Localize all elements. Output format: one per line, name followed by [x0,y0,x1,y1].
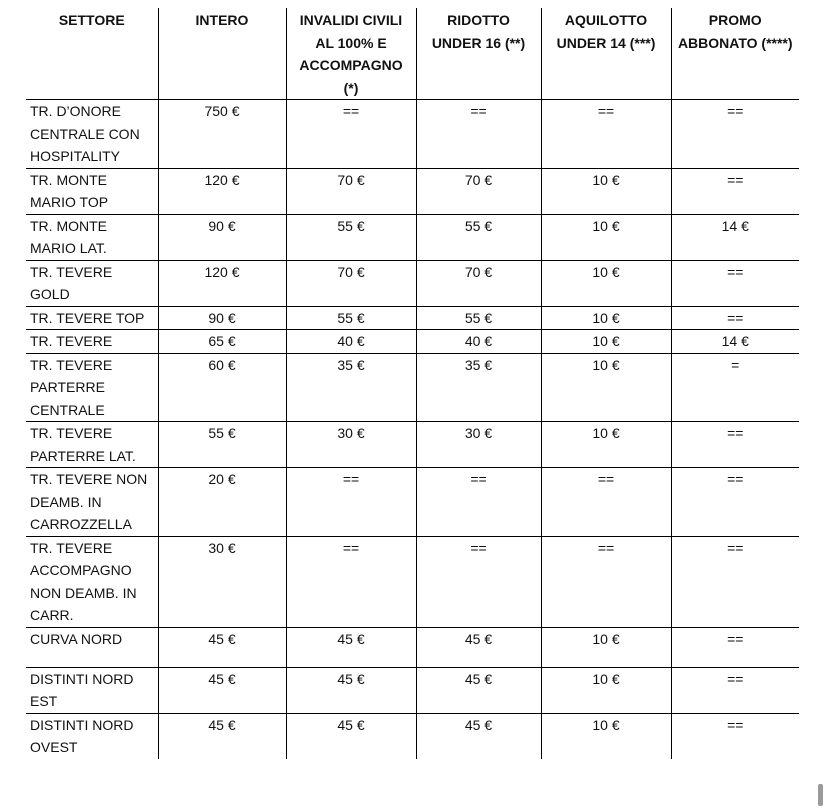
price-intero: 90 € [158,214,286,260]
price-ridotto: 30 € [416,422,541,468]
price-aquilotto: == [541,468,671,537]
price-promo: == [671,536,799,627]
price-promo: == [671,260,799,306]
price-aquilotto: 10 € [541,667,671,713]
price-intero: 30 € [158,536,286,627]
price-aquilotto: == [541,100,671,169]
sector-cell: DISTINTI NORD EST [26,667,158,713]
price-ridotto: 45 € [416,667,541,713]
price-aquilotto: 10 € [541,713,671,759]
price-promo: == [671,422,799,468]
header-promo: PROMO ABBONATO (****) [671,8,799,100]
price-intero: 45 € [158,713,286,759]
table-row [26,353,799,422]
price-intero: 45 € [158,667,286,713]
table-row [26,627,799,667]
header-ridotto: RIDOTTO UNDER 16 (**) [416,8,541,100]
price-ridotto: == [416,100,541,169]
sector-cell: TR. D’ONORE CENTRALE CON HOSPITALITY [26,100,158,169]
sector-cell: TR. TEVERE ACCOMPAGNO NON DEAMB. IN CARR. [26,536,158,627]
price-intero: 55 € [158,422,286,468]
price-aquilotto: 10 € [541,353,671,422]
table-row [26,100,799,169]
price-table [26,8,799,759]
price-ridotto: 45 € [416,713,541,759]
header-aquilotto: AQUILOTTO UNDER 14 (***) [541,8,671,100]
table-row [26,422,799,468]
price-invalidi: 45 € [286,667,416,713]
price-ridotto: 55 € [416,214,541,260]
price-promo: == [671,667,799,713]
price-ridotto: 35 € [416,353,541,422]
price-promo: == [671,627,799,667]
price-intero: 750 € [158,100,286,169]
price-invalidi: 55 € [286,306,416,330]
price-promo: == [671,713,799,759]
price-invalidi: 30 € [286,422,416,468]
price-invalidi: 40 € [286,330,416,354]
price-aquilotto: 10 € [541,306,671,330]
sector-cell: TR. TEVERE NON DEAMB. IN CARROZZELLA [26,468,158,537]
price-invalidi: 45 € [286,627,416,667]
table-row [26,667,799,713]
price-invalidi: 35 € [286,353,416,422]
price-intero: 20 € [158,468,286,537]
price-ridotto: 70 € [416,168,541,214]
price-invalidi: == [286,100,416,169]
price-intero: 65 € [158,330,286,354]
price-intero: 45 € [158,627,286,667]
table-row [26,330,799,354]
price-invalidi: 55 € [286,214,416,260]
price-aquilotto: 10 € [541,260,671,306]
table-row [26,168,799,214]
price-promo: == [671,100,799,169]
price-promo: = [671,353,799,422]
price-ridotto: 45 € [416,627,541,667]
price-invalidi: 45 € [286,713,416,759]
price-ridotto: 55 € [416,306,541,330]
price-ridotto: == [416,468,541,537]
table-row [26,536,799,627]
sector-cell: TR. TEVERE PARTERRE LAT. [26,422,158,468]
price-intero: 120 € [158,260,286,306]
price-invalidi: == [286,536,416,627]
table-row [26,214,799,260]
table-row [26,713,799,759]
table-row [26,260,799,306]
scrollbar-thumb[interactable] [818,784,823,806]
price-intero: 120 € [158,168,286,214]
price-aquilotto: 10 € [541,330,671,354]
header-invalidi: INVALIDI CIVILI AL 100% E ACCOMPAGNO (*) [286,8,416,100]
header-intero: INTERO [158,8,286,100]
table-row [26,468,799,537]
price-invalidi: 70 € [286,260,416,306]
sector-cell: DISTINTI NORD OVEST [30,716,134,755]
sector-cell: TR. TEVERE TOP [26,306,158,330]
sector-cell: TR. TEVERE [26,330,158,354]
header-settore: SETTORE [26,8,158,100]
price-aquilotto: 10 € [541,422,671,468]
price-promo: 14 € [671,214,799,260]
price-aquilotto: == [541,536,671,627]
price-intero: 60 € [158,353,286,422]
price-invalidi: 70 € [286,168,416,214]
sector-cell: TR. MONTE MARIO LAT. [26,214,158,260]
price-aquilotto: 10 € [541,214,671,260]
table-row [26,306,799,330]
sector-cell: TR. MONTE MARIO TOP [26,168,158,214]
price-aquilotto: 10 € [541,627,671,667]
price-ridotto: 40 € [416,330,541,354]
price-promo: == [671,306,799,330]
sector-cell: TR. TEVERE PARTERRE CENTRALE [26,353,158,422]
sector-cell: TR. TEVERE GOLD [26,260,158,306]
header-row [26,8,799,100]
sector-cell: CURVA NORD [26,627,158,667]
price-promo: == [671,168,799,214]
price-ridotto: == [416,536,541,627]
price-intero: 90 € [158,306,286,330]
price-promo: 14 € [671,330,799,354]
price-aquilotto: 10 € [541,168,671,214]
price-promo: == [671,468,799,537]
price-invalidi: == [286,468,416,537]
price-ridotto: 70 € [416,260,541,306]
